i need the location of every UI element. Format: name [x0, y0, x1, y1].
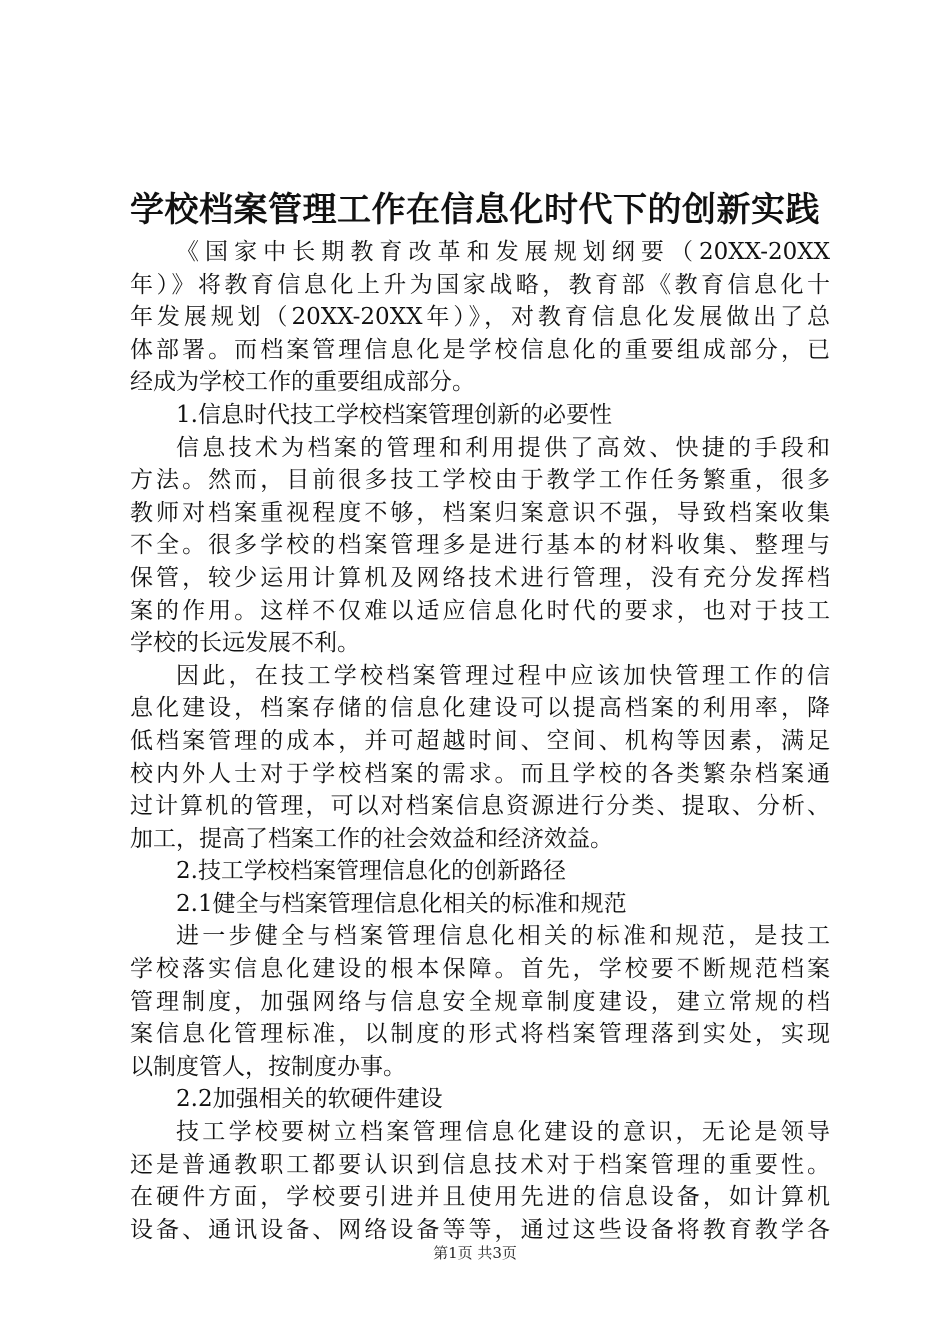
paragraph-line: 因此，在技工学校档案管理过程中应该加快管理工作的信	[176, 662, 830, 689]
paragraph-line: 以制度管人，按制度办事。	[130, 1053, 406, 1080]
paragraph-line: 学校落实信息化建设的根本保障。首先，学校要不断规范档案	[130, 956, 830, 983]
paragraph-line: 年发展规划（20XX-20XX年）》，对教育信息化发展做出了总	[130, 304, 830, 331]
document-body	[130, 236, 830, 1246]
paragraph-line: 管理制度，加强网络与信息安全规章制度建设，建立常规的档	[130, 988, 830, 1015]
paragraph-line: 《国家中长期教育改革和发展规划纲要（20XX-20XX	[176, 239, 830, 265]
paragraph-line: 信息技术为档案的管理和利用提供了高效、快捷的手段和	[176, 434, 830, 461]
paragraph-line: 加工，提高了档案工作的社会效益和经济效益。	[130, 825, 613, 852]
subsection-heading: 2.2加强相关的软硬件建设	[176, 1086, 443, 1113]
paragraph-line: 不全。很多学校的档案管理多是进行基本的材料收集、整理与	[130, 532, 830, 559]
paragraph-line: 方法。然而，目前很多技工学校由于教学工作任务繁重，很多	[130, 467, 830, 494]
paragraph-line: 案的作用。这样不仅难以适应信息化时代的要求，也对于技工	[130, 597, 830, 624]
paragraph-line: 技工学校要树立档案管理信息化建设的意识，无论是领导	[176, 1119, 830, 1146]
paragraph-line: 过计算机的管理，可以对档案信息资源进行分类、提取、分析、	[130, 793, 830, 820]
document-title: 学校档案管理工作在信息化时代下的创新实践	[130, 190, 820, 230]
paragraph-line: 设备、通讯设备、网络设备等等，通过这些设备将教育教学各	[130, 1216, 830, 1243]
paragraph-line: 在硬件方面，学校要引进并且使用先进的信息设备，如计算机	[130, 1184, 830, 1211]
section-heading: 2.技工学校档案管理信息化的创新路径	[176, 858, 566, 885]
paragraph-line: 经成为学校工作的重要组成部分。	[130, 369, 475, 396]
paragraph-line: 校内外人士对于学校档案的需求。而且学校的各类繁杂档案通	[130, 760, 830, 787]
subsection-heading: 2.1健全与档案管理信息化相关的标准和规范	[176, 890, 627, 917]
paragraph-line: 进一步健全与档案管理信息化相关的标准和规范，是技工	[176, 923, 830, 950]
paragraph-line: 案信息化管理标准，以制度的形式将档案管理落到实处，实现	[130, 1021, 830, 1048]
paragraph-line: 低档案管理的成本，并可超越时间、空间、机构等因素，满足	[130, 727, 830, 754]
page-number-footer: 第1页 共3页	[433, 1244, 517, 1262]
paragraph-line: 年）》将教育信息化上升为国家战略，教育部《教育信息化十	[130, 271, 830, 298]
paragraph-line: 体部署。而档案管理信息化是学校信息化的重要组成部分，已	[130, 336, 830, 363]
paragraph-line: 教师对档案重视程度不够，档案归案意识不强，导致档案收集	[130, 499, 830, 526]
paragraph-line: 息化建设，档案存储的信息化建设可以提高档案的利用率，降	[130, 695, 830, 722]
paragraph-line: 保管，较少运用计算机及网络技术进行管理，没有充分发挥档	[130, 564, 830, 591]
paragraph-line: 还是普通教职工都要认识到信息技术对于档案管理的重要性。	[130, 1151, 830, 1178]
section-heading: 1.信息时代技工学校档案管理创新的必要性	[176, 401, 612, 428]
paragraph-line: 学校的长远发展不利。	[130, 630, 360, 657]
